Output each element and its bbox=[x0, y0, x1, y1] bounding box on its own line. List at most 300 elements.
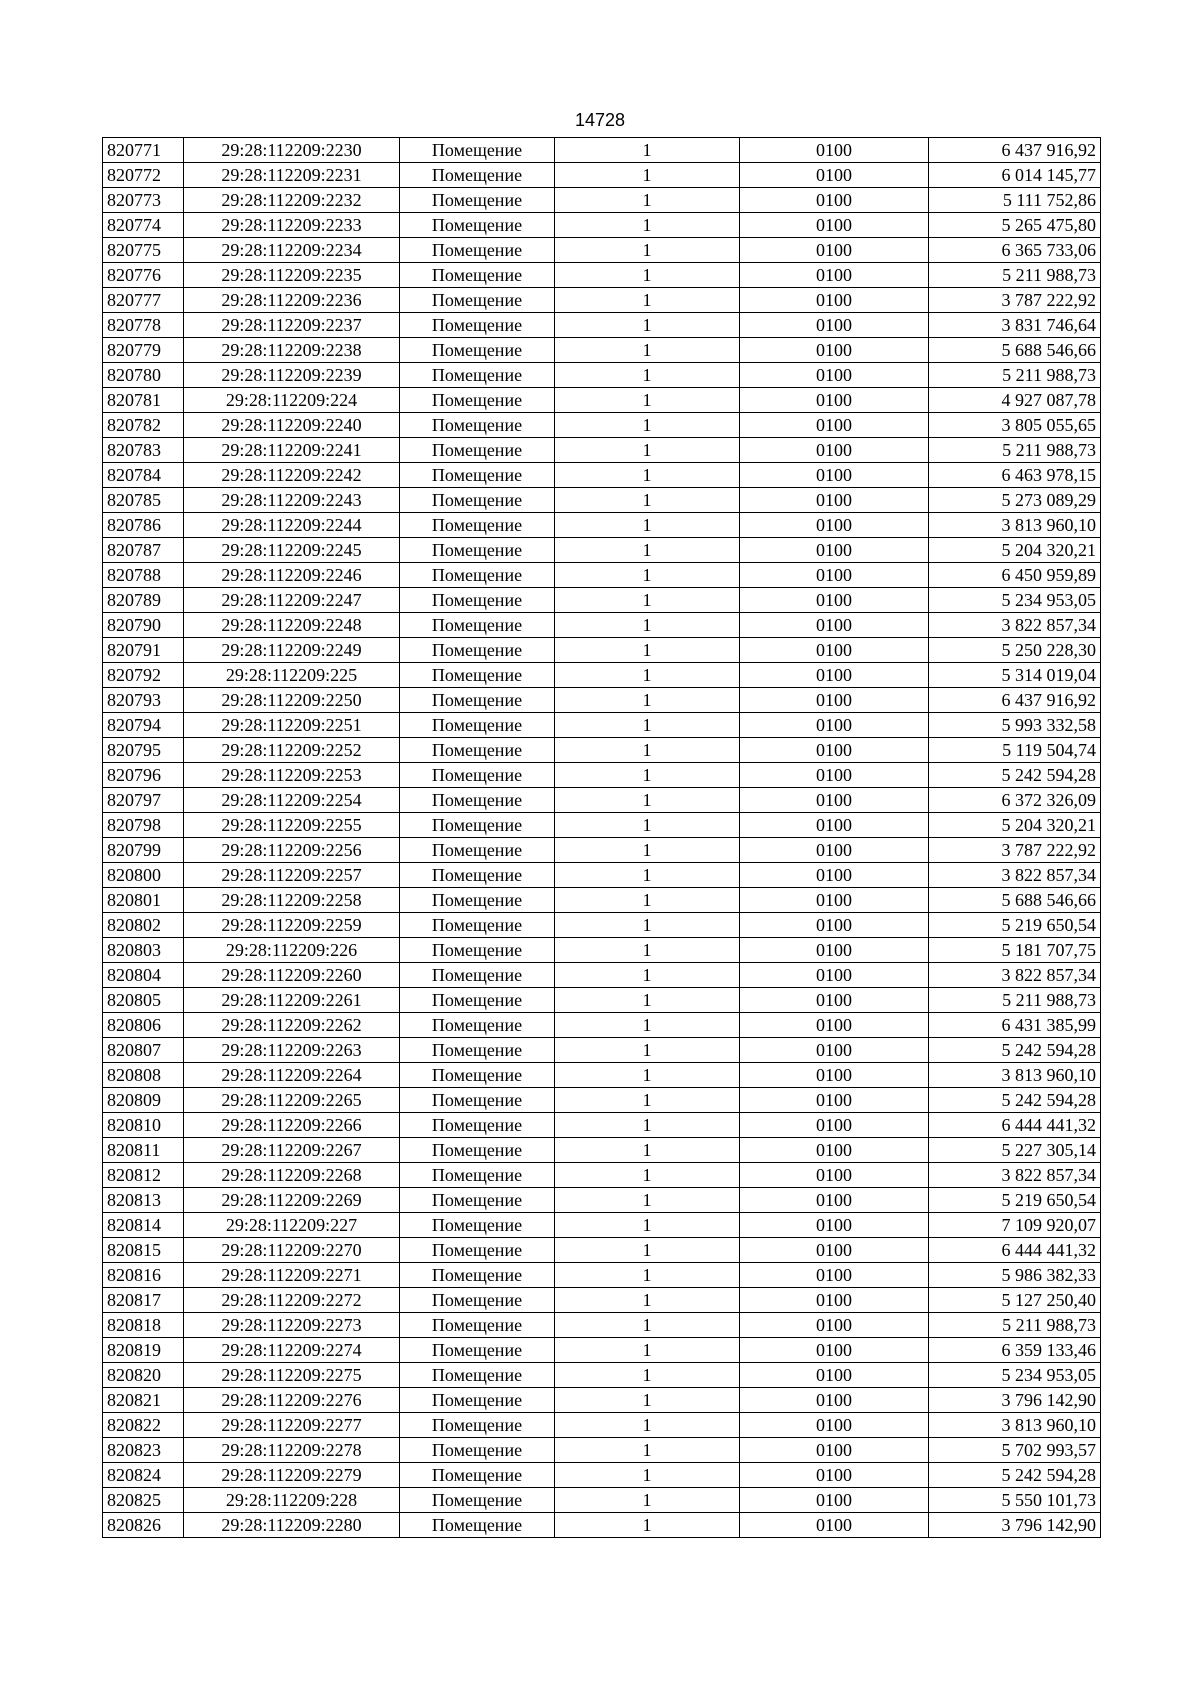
code-cell: 0100 bbox=[740, 1163, 929, 1188]
object-type-cell: Помещение bbox=[400, 1238, 555, 1263]
row-number-cell: 820795 bbox=[103, 738, 184, 763]
cadastral-value-cell: 5 211 988,73 bbox=[929, 1313, 1101, 1338]
cadastral-value-cell: 5 211 988,73 bbox=[929, 363, 1101, 388]
quantity-cell: 1 bbox=[555, 888, 740, 913]
cadastral-value-cell: 7 109 920,07 bbox=[929, 1213, 1101, 1238]
quantity-cell: 1 bbox=[555, 1163, 740, 1188]
cadastral-number-cell: 29:28:112209:2263 bbox=[184, 1038, 400, 1063]
row-number-cell: 820796 bbox=[103, 763, 184, 788]
cadastral-number-cell: 29:28:112209:2260 bbox=[184, 963, 400, 988]
table-row bbox=[103, 688, 1101, 713]
row-number-cell: 820816 bbox=[103, 1263, 184, 1288]
quantity-cell: 1 bbox=[555, 1438, 740, 1463]
object-type-cell: Помещение bbox=[400, 1488, 555, 1513]
quantity-cell: 1 bbox=[555, 1013, 740, 1038]
row-number-cell: 820806 bbox=[103, 1013, 184, 1038]
table-row bbox=[103, 263, 1101, 288]
table-row bbox=[103, 1138, 1101, 1163]
quantity-cell: 1 bbox=[555, 563, 740, 588]
cadastral-value-cell: 5 234 953,05 bbox=[929, 1363, 1101, 1388]
table-row bbox=[103, 513, 1101, 538]
object-type-cell: Помещение bbox=[400, 1113, 555, 1138]
code-cell: 0100 bbox=[740, 213, 929, 238]
table-row bbox=[103, 138, 1101, 163]
row-number-cell: 820819 bbox=[103, 1338, 184, 1363]
cadastral-value-cell: 5 219 650,54 bbox=[929, 1188, 1101, 1213]
object-type-cell: Помещение bbox=[400, 938, 555, 963]
cadastral-number-cell: 29:28:112209:2270 bbox=[184, 1238, 400, 1263]
page-number: 14728 bbox=[574, 110, 626, 130]
cadastral-value-cell: 5 688 546,66 bbox=[929, 888, 1101, 913]
object-type-cell: Помещение bbox=[400, 888, 555, 913]
object-type-cell: Помещение bbox=[400, 238, 555, 263]
code-cell: 0100 bbox=[740, 388, 929, 413]
quantity-cell: 1 bbox=[555, 1038, 740, 1063]
cadastral-number-cell: 29:28:112209:2277 bbox=[184, 1413, 400, 1438]
code-cell: 0100 bbox=[740, 1138, 929, 1163]
row-number-cell: 820771 bbox=[103, 138, 184, 163]
code-cell: 0100 bbox=[740, 538, 929, 563]
cadastral-number-cell: 29:28:112209:2257 bbox=[184, 863, 400, 888]
row-number-cell: 820790 bbox=[103, 613, 184, 638]
table-row bbox=[103, 488, 1101, 513]
cadastral-number-cell: 29:28:112209:2234 bbox=[184, 238, 400, 263]
cadastral-number-cell: 29:28:112209:226 bbox=[184, 938, 400, 963]
cadastral-number-cell: 29:28:112209:2248 bbox=[184, 613, 400, 638]
quantity-cell: 1 bbox=[555, 1388, 740, 1413]
quantity-cell: 1 bbox=[555, 1238, 740, 1263]
table-row bbox=[103, 1438, 1101, 1463]
object-type-cell: Помещение bbox=[400, 813, 555, 838]
code-cell: 0100 bbox=[740, 663, 929, 688]
cadastral-value-cell: 5 242 594,28 bbox=[929, 1088, 1101, 1113]
cadastral-value-cell: 6 437 916,92 bbox=[929, 138, 1101, 163]
cadastral-value-cell: 3 822 857,34 bbox=[929, 1163, 1101, 1188]
object-type-cell: Помещение bbox=[400, 288, 555, 313]
cadastral-number-cell: 29:28:112209:2262 bbox=[184, 1013, 400, 1038]
object-type-cell: Помещение bbox=[400, 638, 555, 663]
object-type-cell: Помещение bbox=[400, 188, 555, 213]
cadastral-value-cell: 5 314 019,04 bbox=[929, 663, 1101, 688]
cadastral-number-cell: 29:28:112209:2231 bbox=[184, 163, 400, 188]
cadastral-number-cell: 29:28:112209:2259 bbox=[184, 913, 400, 938]
quantity-cell: 1 bbox=[555, 438, 740, 463]
table-row bbox=[103, 1463, 1101, 1488]
registry-table-body bbox=[103, 138, 1101, 1538]
cadastral-value-cell: 5 204 320,21 bbox=[929, 813, 1101, 838]
quantity-cell: 1 bbox=[555, 513, 740, 538]
quantity-cell: 1 bbox=[555, 238, 740, 263]
code-cell: 0100 bbox=[740, 1038, 929, 1063]
quantity-cell: 1 bbox=[555, 963, 740, 988]
row-number-cell: 820824 bbox=[103, 1463, 184, 1488]
quantity-cell: 1 bbox=[555, 213, 740, 238]
quantity-cell: 1 bbox=[555, 788, 740, 813]
cadastral-value-cell: 5 702 993,57 bbox=[929, 1438, 1101, 1463]
code-cell: 0100 bbox=[740, 513, 929, 538]
cadastral-value-cell: 5 273 089,29 bbox=[929, 488, 1101, 513]
code-cell: 0100 bbox=[740, 1388, 929, 1413]
code-cell: 0100 bbox=[740, 813, 929, 838]
cadastral-number-cell: 29:28:112209:2237 bbox=[184, 313, 400, 338]
cadastral-value-cell: 3 787 222,92 bbox=[929, 838, 1101, 863]
cadastral-value-cell: 6 450 959,89 bbox=[929, 563, 1101, 588]
row-number-cell: 820785 bbox=[103, 488, 184, 513]
quantity-cell: 1 bbox=[555, 1113, 740, 1138]
object-type-cell: Помещение bbox=[400, 863, 555, 888]
quantity-cell: 1 bbox=[555, 813, 740, 838]
quantity-cell: 1 bbox=[555, 613, 740, 638]
code-cell: 0100 bbox=[740, 413, 929, 438]
quantity-cell: 1 bbox=[555, 938, 740, 963]
quantity-cell: 1 bbox=[555, 288, 740, 313]
code-cell: 0100 bbox=[740, 1063, 929, 1088]
object-type-cell: Помещение bbox=[400, 1438, 555, 1463]
cadastral-number-cell: 29:28:112209:2272 bbox=[184, 1288, 400, 1313]
object-type-cell: Помещение bbox=[400, 1338, 555, 1363]
code-cell: 0100 bbox=[740, 1263, 929, 1288]
row-number-cell: 820814 bbox=[103, 1213, 184, 1238]
code-cell: 0100 bbox=[740, 788, 929, 813]
cadastral-number-cell: 29:28:112209:2252 bbox=[184, 738, 400, 763]
code-cell: 0100 bbox=[740, 338, 929, 363]
cadastral-value-cell: 5 986 382,33 bbox=[929, 1263, 1101, 1288]
table-row bbox=[103, 1188, 1101, 1213]
cadastral-value-cell: 3 796 142,90 bbox=[929, 1388, 1101, 1413]
cadastral-value-cell: 3 831 746,64 bbox=[929, 313, 1101, 338]
code-cell: 0100 bbox=[740, 988, 929, 1013]
row-number-cell: 820780 bbox=[103, 363, 184, 388]
cadastral-value-cell: 6 437 916,92 bbox=[929, 688, 1101, 713]
table-row bbox=[103, 1488, 1101, 1513]
quantity-cell: 1 bbox=[555, 1213, 740, 1238]
table-row bbox=[103, 1088, 1101, 1113]
code-cell: 0100 bbox=[740, 438, 929, 463]
quantity-cell: 1 bbox=[555, 738, 740, 763]
cadastral-value-cell: 5 211 988,73 bbox=[929, 438, 1101, 463]
cadastral-value-cell: 3 813 960,10 bbox=[929, 1413, 1101, 1438]
code-cell: 0100 bbox=[740, 838, 929, 863]
table-row bbox=[103, 1038, 1101, 1063]
cadastral-value-cell: 6 014 145,77 bbox=[929, 163, 1101, 188]
row-number-cell: 820792 bbox=[103, 663, 184, 688]
quantity-cell: 1 bbox=[555, 663, 740, 688]
row-number-cell: 820813 bbox=[103, 1188, 184, 1213]
code-cell: 0100 bbox=[740, 738, 929, 763]
cadastral-number-cell: 29:28:112209:2245 bbox=[184, 538, 400, 563]
quantity-cell: 1 bbox=[555, 638, 740, 663]
table-row bbox=[103, 413, 1101, 438]
cadastral-value-cell: 5 211 988,73 bbox=[929, 988, 1101, 1013]
code-cell: 0100 bbox=[740, 238, 929, 263]
cadastral-number-cell: 29:28:112209:224 bbox=[184, 388, 400, 413]
row-number-cell: 820772 bbox=[103, 163, 184, 188]
object-type-cell: Помещение bbox=[400, 263, 555, 288]
cadastral-value-cell: 5 111 752,86 bbox=[929, 188, 1101, 213]
table-row bbox=[103, 438, 1101, 463]
cadastral-value-cell: 5 127 250,40 bbox=[929, 1288, 1101, 1313]
row-number-cell: 820811 bbox=[103, 1138, 184, 1163]
row-number-cell: 820782 bbox=[103, 413, 184, 438]
table-row bbox=[103, 1163, 1101, 1188]
row-number-cell: 820794 bbox=[103, 713, 184, 738]
cadastral-number-cell: 29:28:112209:2251 bbox=[184, 713, 400, 738]
cadastral-value-cell: 5 242 594,28 bbox=[929, 1463, 1101, 1488]
object-type-cell: Помещение bbox=[400, 338, 555, 363]
object-type-cell: Помещение bbox=[400, 613, 555, 638]
row-number-cell: 820793 bbox=[103, 688, 184, 713]
row-number-cell: 820776 bbox=[103, 263, 184, 288]
row-number-cell: 820826 bbox=[103, 1513, 184, 1538]
table-row bbox=[103, 813, 1101, 838]
code-cell: 0100 bbox=[740, 1113, 929, 1138]
object-type-cell: Помещение bbox=[400, 1363, 555, 1388]
object-type-cell: Помещение bbox=[400, 1463, 555, 1488]
row-number-cell: 820804 bbox=[103, 963, 184, 988]
row-number-cell: 820809 bbox=[103, 1088, 184, 1113]
code-cell: 0100 bbox=[740, 888, 929, 913]
object-type-cell: Помещение bbox=[400, 1263, 555, 1288]
object-type-cell: Помещение bbox=[400, 838, 555, 863]
row-number-cell: 820800 bbox=[103, 863, 184, 888]
table-row bbox=[103, 963, 1101, 988]
cadastral-value-cell: 5 242 594,28 bbox=[929, 763, 1101, 788]
cadastral-number-cell: 29:28:112209:2238 bbox=[184, 338, 400, 363]
row-number-cell: 820797 bbox=[103, 788, 184, 813]
quantity-cell: 1 bbox=[555, 313, 740, 338]
table-row bbox=[103, 1413, 1101, 1438]
object-type-cell: Помещение bbox=[400, 363, 555, 388]
row-number-cell: 820823 bbox=[103, 1438, 184, 1463]
object-type-cell: Помещение bbox=[400, 438, 555, 463]
code-cell: 0100 bbox=[740, 938, 929, 963]
quantity-cell: 1 bbox=[555, 138, 740, 163]
row-number-cell: 820773 bbox=[103, 188, 184, 213]
code-cell: 0100 bbox=[740, 1013, 929, 1038]
table-row bbox=[103, 988, 1101, 1013]
table-row bbox=[103, 1338, 1101, 1363]
table-row bbox=[103, 1388, 1101, 1413]
cadastral-number-cell: 29:28:112209:2269 bbox=[184, 1188, 400, 1213]
quantity-cell: 1 bbox=[555, 1488, 740, 1513]
cadastral-number-cell: 29:28:112209:2266 bbox=[184, 1113, 400, 1138]
cadastral-value-cell: 6 359 133,46 bbox=[929, 1338, 1101, 1363]
table-row bbox=[103, 338, 1101, 363]
cadastral-number-cell: 29:28:112209:2280 bbox=[184, 1513, 400, 1538]
quantity-cell: 1 bbox=[555, 463, 740, 488]
row-number-cell: 820783 bbox=[103, 438, 184, 463]
cadastral-number-cell: 29:28:112209:2264 bbox=[184, 1063, 400, 1088]
object-type-cell: Помещение bbox=[400, 738, 555, 763]
object-type-cell: Помещение bbox=[400, 663, 555, 688]
cadastral-value-cell: 5 250 228,30 bbox=[929, 638, 1101, 663]
quantity-cell: 1 bbox=[555, 1338, 740, 1363]
cadastral-value-cell: 6 365 733,06 bbox=[929, 238, 1101, 263]
code-cell: 0100 bbox=[740, 138, 929, 163]
cadastral-value-cell: 5 688 546,66 bbox=[929, 338, 1101, 363]
object-type-cell: Помещение bbox=[400, 1413, 555, 1438]
object-type-cell: Помещение bbox=[400, 788, 555, 813]
object-type-cell: Помещение bbox=[400, 1063, 555, 1088]
code-cell: 0100 bbox=[740, 188, 929, 213]
table-row bbox=[103, 1363, 1101, 1388]
code-cell: 0100 bbox=[740, 288, 929, 313]
row-number-cell: 820820 bbox=[103, 1363, 184, 1388]
row-number-cell: 820810 bbox=[103, 1113, 184, 1138]
object-type-cell: Помещение bbox=[400, 1138, 555, 1163]
table-row bbox=[103, 1113, 1101, 1138]
row-number-cell: 820778 bbox=[103, 313, 184, 338]
object-type-cell: Помещение bbox=[400, 513, 555, 538]
cadastral-number-cell: 29:28:112209:2279 bbox=[184, 1463, 400, 1488]
row-number-cell: 820787 bbox=[103, 538, 184, 563]
table-row bbox=[103, 1238, 1101, 1263]
row-number-cell: 820799 bbox=[103, 838, 184, 863]
table-row bbox=[103, 838, 1101, 863]
object-type-cell: Помещение bbox=[400, 1038, 555, 1063]
quantity-cell: 1 bbox=[555, 338, 740, 363]
cadastral-value-cell: 6 463 978,15 bbox=[929, 463, 1101, 488]
code-cell: 0100 bbox=[740, 763, 929, 788]
cadastral-number-cell: 29:28:112209:2243 bbox=[184, 488, 400, 513]
table-row bbox=[103, 763, 1101, 788]
row-number-cell: 820802 bbox=[103, 913, 184, 938]
code-cell: 0100 bbox=[740, 1513, 929, 1538]
cadastral-number-cell: 29:28:112209:2265 bbox=[184, 1088, 400, 1113]
code-cell: 0100 bbox=[740, 713, 929, 738]
table-row bbox=[103, 663, 1101, 688]
object-type-cell: Помещение bbox=[400, 538, 555, 563]
quantity-cell: 1 bbox=[555, 1363, 740, 1388]
object-type-cell: Помещение bbox=[400, 1088, 555, 1113]
object-type-cell: Помещение bbox=[400, 988, 555, 1013]
object-type-cell: Помещение bbox=[400, 388, 555, 413]
row-number-cell: 820803 bbox=[103, 938, 184, 963]
row-number-cell: 820798 bbox=[103, 813, 184, 838]
quantity-cell: 1 bbox=[555, 863, 740, 888]
table-row bbox=[103, 1063, 1101, 1088]
object-type-cell: Помещение bbox=[400, 413, 555, 438]
cadastral-number-cell: 29:28:112209:227 bbox=[184, 1213, 400, 1238]
object-type-cell: Помещение bbox=[400, 588, 555, 613]
object-type-cell: Помещение bbox=[400, 913, 555, 938]
quantity-cell: 1 bbox=[555, 1313, 740, 1338]
code-cell: 0100 bbox=[740, 588, 929, 613]
table-row bbox=[103, 788, 1101, 813]
quantity-cell: 1 bbox=[555, 688, 740, 713]
quantity-cell: 1 bbox=[555, 163, 740, 188]
cadastral-number-cell: 29:28:112209:2235 bbox=[184, 263, 400, 288]
row-number-cell: 820825 bbox=[103, 1488, 184, 1513]
quantity-cell: 1 bbox=[555, 1513, 740, 1538]
cadastral-value-cell: 3 805 055,65 bbox=[929, 413, 1101, 438]
object-type-cell: Помещение bbox=[400, 488, 555, 513]
code-cell: 0100 bbox=[740, 913, 929, 938]
object-type-cell: Помещение bbox=[400, 1288, 555, 1313]
row-number-cell: 820786 bbox=[103, 513, 184, 538]
code-cell: 0100 bbox=[740, 1188, 929, 1213]
cadastral-value-cell: 3 822 857,34 bbox=[929, 863, 1101, 888]
cadastral-value-cell: 3 787 222,92 bbox=[929, 288, 1101, 313]
cadastral-value-cell: 5 242 594,28 bbox=[929, 1038, 1101, 1063]
table-row bbox=[103, 538, 1101, 563]
cadastral-number-cell: 29:28:112209:2278 bbox=[184, 1438, 400, 1463]
object-type-cell: Помещение bbox=[400, 1313, 555, 1338]
quantity-cell: 1 bbox=[555, 188, 740, 213]
cadastral-number-cell: 29:28:112209:2276 bbox=[184, 1388, 400, 1413]
table-row bbox=[103, 388, 1101, 413]
quantity-cell: 1 bbox=[555, 763, 740, 788]
table-row bbox=[103, 1313, 1101, 1338]
cadastral-number-cell: 29:28:112209:2250 bbox=[184, 688, 400, 713]
row-number-cell: 820817 bbox=[103, 1288, 184, 1313]
cadastral-value-cell: 3 822 857,34 bbox=[929, 963, 1101, 988]
table-row bbox=[103, 463, 1101, 488]
quantity-cell: 1 bbox=[555, 1088, 740, 1113]
table-row bbox=[103, 713, 1101, 738]
table-row bbox=[103, 188, 1101, 213]
table-row bbox=[103, 1213, 1101, 1238]
quantity-cell: 1 bbox=[555, 1463, 740, 1488]
cadastral-number-cell: 29:28:112209:2232 bbox=[184, 188, 400, 213]
cadastral-value-cell: 3 796 142,90 bbox=[929, 1513, 1101, 1538]
object-type-cell: Помещение bbox=[400, 688, 555, 713]
cadastral-value-cell: 5 550 101,73 bbox=[929, 1488, 1101, 1513]
code-cell: 0100 bbox=[740, 1088, 929, 1113]
code-cell: 0100 bbox=[740, 1488, 929, 1513]
quantity-cell: 1 bbox=[555, 1138, 740, 1163]
row-number-cell: 820815 bbox=[103, 1238, 184, 1263]
code-cell: 0100 bbox=[740, 688, 929, 713]
code-cell: 0100 bbox=[740, 863, 929, 888]
quantity-cell: 1 bbox=[555, 988, 740, 1013]
row-number-cell: 820788 bbox=[103, 563, 184, 588]
cadastral-number-cell: 29:28:112209:2233 bbox=[184, 213, 400, 238]
cadastral-value-cell: 5 204 320,21 bbox=[929, 538, 1101, 563]
row-number-cell: 820779 bbox=[103, 338, 184, 363]
cadastral-number-cell: 29:28:112209:2246 bbox=[184, 563, 400, 588]
quantity-cell: 1 bbox=[555, 1263, 740, 1288]
cadastral-number-cell: 29:28:112209:228 bbox=[184, 1488, 400, 1513]
cadastral-number-cell: 29:28:112209:2273 bbox=[184, 1313, 400, 1338]
object-type-cell: Помещение bbox=[400, 313, 555, 338]
table-row bbox=[103, 363, 1101, 388]
row-number-cell: 820808 bbox=[103, 1063, 184, 1088]
cadastral-value-cell: 5 219 650,54 bbox=[929, 913, 1101, 938]
cadastral-value-cell: 5 211 988,73 bbox=[929, 263, 1101, 288]
cadastral-number-cell: 29:28:112209:2275 bbox=[184, 1363, 400, 1388]
quantity-cell: 1 bbox=[555, 488, 740, 513]
object-type-cell: Помещение bbox=[400, 213, 555, 238]
row-number-cell: 820791 bbox=[103, 638, 184, 663]
table-row bbox=[103, 938, 1101, 963]
code-cell: 0100 bbox=[740, 363, 929, 388]
quantity-cell: 1 bbox=[555, 263, 740, 288]
row-number-cell: 820801 bbox=[103, 888, 184, 913]
cadastral-value-cell: 5 265 475,80 bbox=[929, 213, 1101, 238]
table-row bbox=[103, 913, 1101, 938]
object-type-cell: Помещение bbox=[400, 138, 555, 163]
object-type-cell: Помещение bbox=[400, 1188, 555, 1213]
quantity-cell: 1 bbox=[555, 713, 740, 738]
table-row bbox=[103, 1513, 1101, 1538]
cadastral-number-cell: 29:28:112209:2247 bbox=[184, 588, 400, 613]
row-number-cell: 820812 bbox=[103, 1163, 184, 1188]
code-cell: 0100 bbox=[740, 1413, 929, 1438]
cadastral-value-cell: 6 444 441,32 bbox=[929, 1238, 1101, 1263]
table-row bbox=[103, 1288, 1101, 1313]
cadastral-value-cell: 5 227 305,14 bbox=[929, 1138, 1101, 1163]
